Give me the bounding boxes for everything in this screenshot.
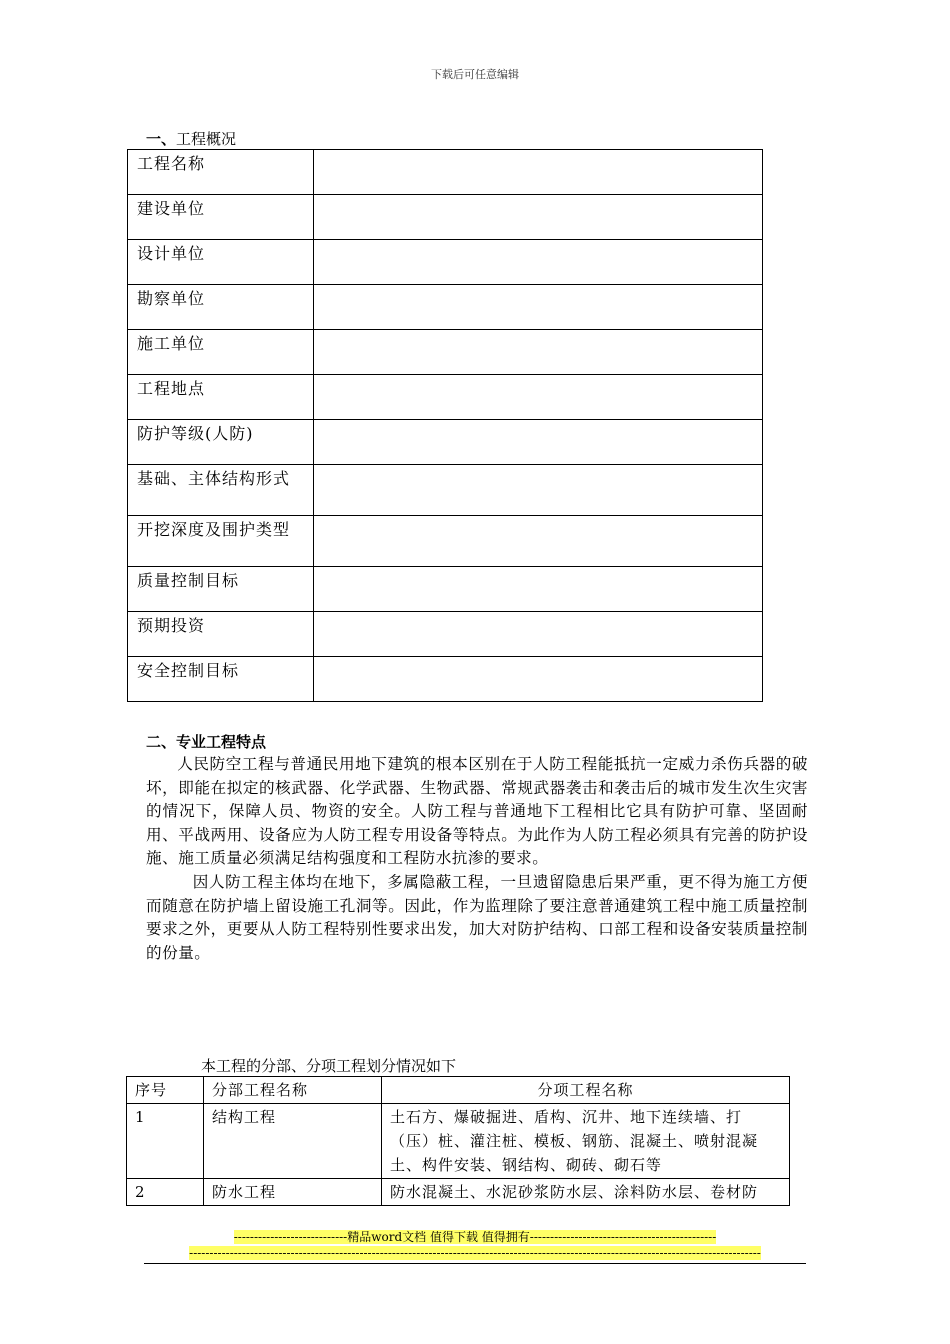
section2-title: 二、专业工程特点	[146, 733, 267, 751]
table-row	[128, 285, 763, 330]
table-row	[128, 516, 763, 567]
header-no: 序号	[127, 1077, 204, 1104]
footer-text-1: ----------------------------精品word文档 值得下载 值得拥有----------------------------------------------	[233, 1230, 717, 1244]
row-value	[314, 657, 763, 702]
row-value	[314, 285, 763, 330]
table-row	[128, 420, 763, 465]
row-value	[314, 195, 763, 240]
row-division: 防水工程	[204, 1179, 382, 1206]
row-items: 防水混凝土、水泥砂浆防水层、涂料防水层、卷材防	[382, 1179, 790, 1206]
section2-body	[146, 753, 808, 965]
row-label: 开挖深度及围护类型	[128, 516, 314, 567]
row-label: 安全控制目标	[128, 657, 314, 702]
row-label: 质量控制目标	[128, 567, 314, 612]
row-value	[314, 420, 763, 465]
table-row	[128, 330, 763, 375]
bottom-rule	[144, 1263, 806, 1264]
row-label: 勘察单位	[128, 285, 314, 330]
section1-title	[146, 128, 236, 149]
row-value	[314, 465, 763, 516]
footer-line-2	[0, 1245, 950, 1261]
paragraph-2: 因人防工程主体均在地下，多属隐蔽工程，一旦遗留隐患后果严重，更不得为施工方便而随意在防护墙上留设施工孔洞等。因此，作为监理除了要注意普通建筑工程中施工质量控制要求之外，更要从人防工程特别性要求出发，加大对防护结构、口部工程和设备安装质量控制的份量。	[146, 872, 808, 962]
footer-line-1	[0, 1229, 950, 1245]
paragraph-1: 人民防空工程与普通民用地下建筑的根本区别在于人防工程能抵抗一定威力杀伤兵器的破坏，即能在拟定的核武器、化学武器、生物武器、常规武器袭击和袭击后的城市发生次生灾害的情况下，保障人员、物资的安全。人防工程与普通地下工程相比它具有防护可靠、坚固耐用、平战两用、设备应为人防工程专用设备等特点。为此作为人防工程必须具有完善的防护设施、施工质量必须满足结构强度和工程防水抗渗的要求。	[146, 755, 808, 868]
table-row	[128, 240, 763, 285]
table-row	[128, 567, 763, 612]
table-row	[128, 612, 763, 657]
row-value	[314, 567, 763, 612]
row-label: 防护等级(人防)	[128, 420, 314, 465]
division-table	[126, 1076, 790, 1206]
footer-text-2: ---------------------------------------------------------------------------------------------------------------------------------------------	[189, 1246, 761, 1260]
row-label: 设计单位	[128, 240, 314, 285]
row-label: 工程名称	[128, 150, 314, 195]
table-row	[128, 657, 763, 702]
row-no: 1	[127, 1104, 204, 1179]
row-no: 2	[127, 1179, 204, 1206]
header-division: 分部工程名称	[204, 1077, 382, 1104]
table-row	[128, 150, 763, 195]
table-row	[128, 375, 763, 420]
section1-number: 一、	[146, 130, 177, 148]
row-division: 结构工程	[204, 1104, 382, 1179]
header-note: 下载后可任意编辑	[431, 68, 519, 81]
row-value	[314, 612, 763, 657]
row-value	[314, 330, 763, 375]
row-label: 预期投资	[128, 612, 314, 657]
row-label: 建设单位	[128, 195, 314, 240]
row-value	[314, 240, 763, 285]
header-items: 分项工程名称	[382, 1077, 790, 1104]
table-row	[127, 1179, 790, 1206]
row-value	[314, 375, 763, 420]
row-value	[314, 516, 763, 567]
row-value	[314, 150, 763, 195]
division-table-caption: 本工程的分部、分项工程划分情况如下	[201, 1057, 457, 1075]
table-row	[128, 465, 763, 516]
section1-title-text: 工程概况	[176, 130, 237, 148]
row-label: 基础、主体结构形式	[128, 465, 314, 516]
table-row	[128, 195, 763, 240]
table-row	[127, 1104, 790, 1179]
row-label: 工程地点	[128, 375, 314, 420]
row-items: 土石方、爆破掘进、盾构、沉井、地下连续墙、打（压）桩、灌注桩、模板、钢筋、混凝土、喷射混凝土、构件安装、钢结构、砌砖、砌石等	[382, 1104, 790, 1179]
project-overview-table	[127, 149, 763, 702]
table-header-row	[127, 1077, 790, 1104]
row-label: 施工单位	[128, 330, 314, 375]
